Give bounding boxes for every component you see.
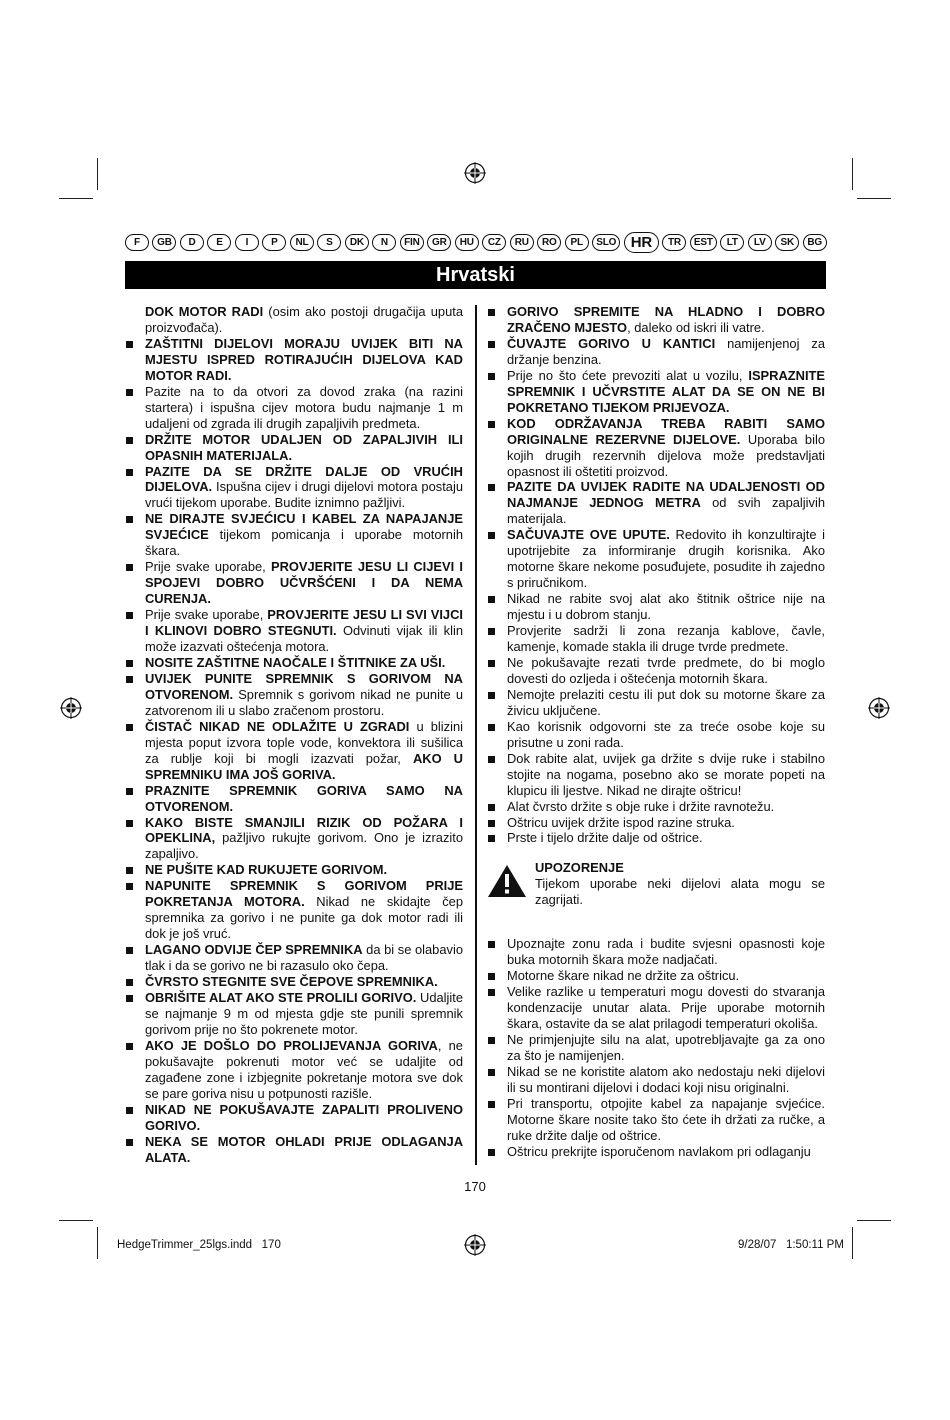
language-tab-f: F [125,234,149,251]
text: Nikad ne skidajte čep spremnika za gorivo i ne punite ga dok motor radi ili dok je još vruć. [145,894,463,942]
right-column [507,304,825,1160]
list-item [507,591,825,623]
text: Ispušna cijev i drugi dijelovi motora postaju vrući tijekom uporabe. Budite iznimno pažljivi. [145,479,463,511]
list-item [507,968,825,984]
text: Pri transportu, otpojite kabel za napajanje svjećice. Motorne škare nosite tako što ćete ih držati za ručke, a ruke držite dalje od oštrice. [507,1095,825,1143]
language-tab-i: I [235,234,259,251]
bold-text: NAPUNITE SPREMNIK S GORIVOM PRIJE POKRETANJA MOTORA. [145,878,463,910]
bold-text: PROVJERITE JESU LI SVI VIJCI I KLINOVI DOBRO STEGNUTI. [145,607,463,639]
list-item [145,990,463,1038]
language-tab-est: EST [690,234,717,251]
bold-text: NE PUŠITE KAD RUKUJETE GORIVOM. [145,862,388,878]
language-tab-ru: RU [510,234,534,251]
bold-text: ZAŠTITNI DIJELOVI MORAJU UVIJEK BITI NA MJESTU ISPRED ROTIRAJUĆIH DIJELOVA KAD MOTOR RADI. [145,335,463,383]
list-item [507,815,825,831]
language-tab-nl: NL [290,234,314,251]
language-tab-hu: HU [455,234,479,251]
list-item [507,830,825,846]
language-tab-tr: TR [662,234,686,251]
bold-text: NEKA SE MOTOR OHLADI PRIJE ODLAGANJA ALATA. [145,1133,463,1165]
bold-text: KOD ODRŽAVANJA TREBA RABITI SAMO ORIGINALNE REZERVNE DIJELOVE. [507,415,825,447]
section-title: Hrvatski [125,261,826,289]
bold-text: ČUVAJTE GORIVO U KANTICI [507,335,716,351]
text: Spremnik s gorivom nikad ne punite u zatvorenom ili u slabo zračenom prostoru. [145,686,463,718]
list-item [507,479,825,527]
bold-text: UVIJEK PUNITE SPREMNIK S GORIVOM NA OTVORENOM. [145,670,463,702]
list-item [507,623,825,655]
registration-mark-icon [464,1234,486,1256]
warning-text: Tijekom uporabe neki dijelovi alata mogu se zagrijati. [535,876,825,908]
right-column-bottom-list [507,936,825,1159]
list-item [145,862,463,878]
bold-text: PAZITE DA SE DRŽITE DALJE OD VRUĆIH DIJELOVA. [145,463,463,495]
list-item [145,942,463,974]
crop-mark [852,1227,853,1259]
bold-text: LAGANO ODVIJE ČEP SPREMNIKA [145,942,363,958]
text: Udaljite se najmanje 9 m od mjesta gdje ste punili spremnik gorivom prije no što pokrenete motor. [145,989,463,1037]
list-item [507,751,825,799]
list-item [145,432,463,464]
bold-text: PAZITE DA UVIJEK RADITE NA UDALJENOSTI OD NAJMANJE JEDNOG METRA [507,479,825,511]
language-tab-bg: BG [803,234,827,251]
text: Pazite na to da otvori za dovod zraka (na razini startera) i ispušna cijev motora budu najmanje 1 m udaljeni od zgrada ili drugih zapaljivih predmeta. [145,383,463,431]
bold-text: NIKAD NE POKUŠAVAJTE ZAPALITI PROLIVENO GORIVO. [145,1101,463,1133]
crop-mark [97,158,98,190]
list-item [507,1032,825,1064]
text: , ne pokušavajte pokrenuti motor već se udaljite od zagađene zone i izbjegnite pokretanje motora sve dok se pare goriva nisu u potpunosti razišle. [145,1037,463,1101]
language-tab-p: P [262,234,286,251]
crop-mark [857,1220,891,1221]
text: Nemojte prelaziti cestu ili put dok su motorne škare za živicu uključene. [507,686,825,718]
list-item [507,527,825,591]
text: Upoznajte zonu rada i budite svjesni opasnosti koje buka motornih škara može nadjačati. [507,936,825,968]
language-tab-lv: LV [748,234,772,251]
list-item [145,719,463,783]
text: tijekom pomicanja i uporabe motornih škara. [145,527,463,559]
bold-text: NE DIRAJTE SVJEĆICU I KABEL ZA NAPAJANJE SVJEĆICE [145,511,463,543]
text: Prije svake uporabe, [145,607,268,623]
language-tab-pl: PL [565,234,589,251]
list-item [145,1038,463,1102]
bold-text: NOSITE ZAŠTITNE NAOČALE I ŠTITNIKE ZA UŠI. [145,654,446,670]
crop-mark [97,1227,98,1259]
language-tab-hr: HR [624,232,659,253]
text: Nikad ne rabite svoj alat ako štitnik oštrice nije na mjestu i u dobrom stanju. [507,591,825,623]
bold-text: DRŽITE MOTOR UDALJEN OD ZAPALJIVIH ILI OPASNIH MATERIJALA. [145,431,463,463]
text: Provjerite sadrži li zona rezanja kablove, čavle, kamenje, komade stakla ili druge tvrde predmete. [507,623,825,655]
language-tab-fin: FIN [400,234,424,251]
bold-text: OBRIŠITE ALAT AKO STE PROLILI GORIVO. [145,989,417,1005]
text: od svih zapaljivih materijala. [507,495,826,527]
right-column-top-list [507,304,825,846]
language-tab-lt: LT [720,234,744,251]
text: Uporaba bilo kojih drugih rezervnih dijelova može predstavljati opasnost ili oštetiti proizvod. [507,431,825,479]
text: Prije svake uporabe, [145,559,271,575]
language-tab-ro: RO [537,234,561,251]
language-tab-n: N [372,234,396,251]
language-tab-slo: SLO [592,234,620,251]
column-divider [475,305,477,1165]
list-item [145,783,463,815]
bold-text: SAČUVAJTE OVE UPUTE. [507,527,670,543]
language-tab-gr: GR [427,234,451,251]
list-item [507,368,825,416]
text: Nikad se ne koristite alatom ako nedostaju neki dijelovi ili su montirani dijelovi i dodaci koji nisu originalni. [507,1064,825,1095]
bold-text: AKO JE DOŠLO DO PROLIJEVANJA GORIVA [145,1037,438,1053]
list-item [507,416,825,480]
crop-mark [59,198,93,199]
language-tab-cz: CZ [482,234,506,251]
footer-datetime: 9/28/07 1:50:11 PM [738,1239,844,1251]
list-item [507,719,825,751]
registration-mark-icon [60,697,82,719]
registration-mark-icon [464,162,486,184]
page-number: 170 [464,1179,486,1194]
crop-mark [852,158,853,190]
list-item [507,687,825,719]
language-tab-sk: SK [775,234,799,251]
left-column [145,304,463,1165]
bold-text: GORIVO SPREMITE NA HLADNO I DOBRO ZRAČENO MJESTO [507,304,825,335]
language-tab-e: E [207,234,231,251]
list-item [145,815,463,863]
list-item [145,655,463,671]
list-item [507,304,825,336]
text: (osim ako postoji drugačija uputa proizvođača). [145,304,463,335]
list-item [507,984,825,1032]
crop-mark [59,1220,93,1221]
list-item [145,559,463,607]
list-item [507,1096,825,1144]
crop-mark [857,198,891,199]
text: pažljivo rukujte gorivom. Ono je izrazito zapaljivo. [145,830,463,862]
bold-text: ČISTAČ NIKAD NE ODLAŽITE U ZGRADI [145,718,410,734]
text: Oštricu uvijek držite ispod razine struka. [507,814,735,830]
text: , daleko od iskri ili vatre. [627,319,765,335]
warning-triangle-icon [487,864,527,898]
bold-text: ISPRAZNITE SPREMNIK I UČVRSTITE ALAT DA SE ON NE BI POKRETANO TIJEKOM PRIJEVOZA. [507,367,825,415]
bold-text: KAKO BISTE SMANJILI RIZIK OD POŽARA I OPEKLINA, [145,814,463,846]
list-item [145,336,463,384]
footer-filename: HedgeTrimmer_25lgs.indd 170 [117,1239,281,1251]
text: Ne pokušavajte rezati tvrde predmete, do bi moglo dovesti do ozljeda i oštećenja motornih škara. [507,654,825,686]
text: namijenjenoj za držanje benzina. [507,335,826,367]
warning-heading: UPOZORENJE [535,860,624,876]
language-tab-gb: GB [152,234,176,251]
bold-text: PRAZNITE SPREMNIK GORIVA SAMO NA OTVORENOM. [145,782,463,814]
text: Dok rabite alat, uvijek ga držite s dvije ruke i stabilno stojite na nogama, posebno ako se morate popeti na klupicu ili ljestve. Nikad ne dirajte oštricu! [507,750,825,798]
language-tab-dk: DK [345,234,369,251]
bold-text: DOK MOTOR RADI [145,304,264,319]
list-item [507,1064,825,1096]
list-item [507,1144,825,1160]
language-tab-s: S [317,234,341,251]
text: Oštricu prekrijte isporučenom navlakom pri odlaganju [507,1143,811,1159]
bold-text: AKO U SPREMNIKU IMA JOŠ GORIVA. [145,750,463,782]
list-item [145,1102,463,1134]
text: Kao korisnik odgovorni ste za treće osobe koje su prisutne u zoni rada. [507,718,825,750]
warning-block [507,860,825,920]
bold-text: PROVJERITE JESU LI CIJEVI I SPOJEVI DOBRO UČVRŠĆENI I DA NEMA CURENJA. [145,559,463,607]
registration-mark-icon [868,697,890,719]
text: Ne primjenjujte silu na alat, upotrebljavajte ga za ono za što je namijenjen. [507,1032,825,1064]
text: Velike razlike u temperaturi mogu dovesti do stvaranja kondenzacije unutar alata. Prije uporabe motornih škara, ostavite da se alat prilagodi temperaturi okoliša. [507,984,825,1032]
language-tabs [125,232,827,252]
list-item [145,607,463,655]
list-item [507,655,825,687]
list-item [145,511,463,559]
list-item [145,671,463,719]
language-tab-d: D [180,234,204,251]
list-item [145,384,463,432]
list-item [507,936,825,968]
text: u blizini mjesta poput izvora tople vode, konvektora ili sušilica za rublje koji bi mogli izazvati požar, [145,718,463,766]
text: Alat čvrsto držite s obje ruke i držite ravnotežu. [507,798,775,814]
list-item [145,878,463,942]
list-item [145,1134,463,1166]
list-item [507,336,825,368]
list-item [507,799,825,815]
text: Redovito ih konzultirajte i upotrijebite za informiranje drugih korisnika. Ako motorne škare nekome posuđujete, posudite ih zajedno s priručnikom. [507,527,825,591]
text: Motorne škare nikad ne držite za oštricu. [507,968,740,984]
text: Prije no što ćete prevoziti alat u vozilu, [507,367,749,383]
text: Prste i tijelo držite dalje od oštrice. [507,830,703,846]
list-item [145,304,463,336]
list-item [145,974,463,990]
list-item [145,464,463,512]
bold-text: ČVRSTO STEGNITE SVE ČEPOVE SPREMNIKA. [145,974,438,990]
text: da bi se olabavio tlak i da se gorivo ne bi razasulo oko čepa. [145,942,463,974]
text: Odvinuti vijak ili klin može izazvati oštećenja motora. [145,623,463,655]
